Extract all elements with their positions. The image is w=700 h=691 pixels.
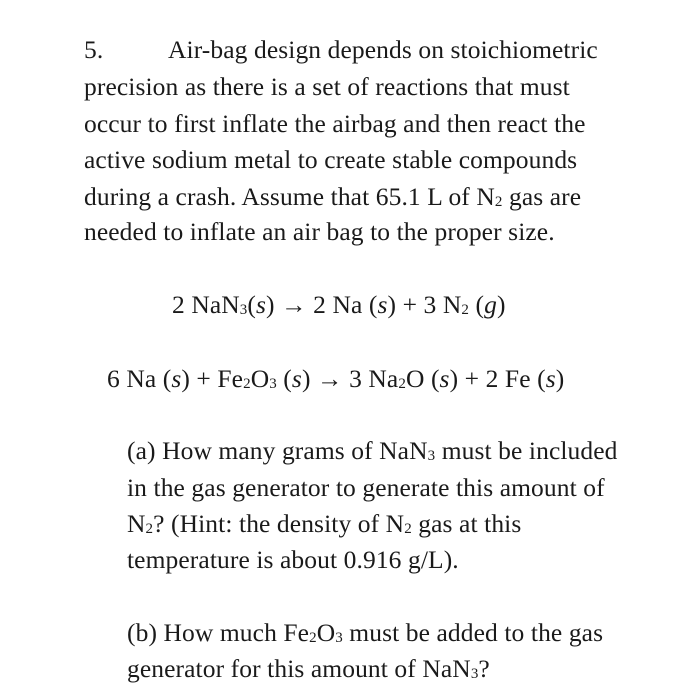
intro-line-2: precision as there is a set of reactions that must: [84, 72, 570, 101]
part-a-line-2: in the gas generator to generate this amount of: [127, 473, 605, 502]
question-number: 5.: [84, 35, 104, 64]
intro-line-3: occur to first inflate the airbag and then react the: [84, 109, 586, 138]
part-a-line-3: N2? (Hint: the density of N2 gas at this: [127, 509, 522, 538]
equation-1: 2 NaN3(s) → 2 Na (s) + 3 N2 (g): [172, 290, 506, 319]
part-b-line-2: generator for this amount of NaN3?: [127, 654, 490, 683]
intro-line-6: needed to inflate an air bag to the proper size.: [84, 217, 555, 246]
part-a-line-4: temperature is about 0.916 g/L).: [127, 545, 459, 574]
intro-line-1: 5. Air-bag design depends on stoichiometric: [84, 32, 598, 68]
part-a-line-1: (a) How many grams of NaN3 must be included: [127, 436, 618, 465]
part-b-line-1: (b) How much Fe2O3 must be added to the gas: [127, 618, 604, 647]
equation-2: 6 Na (s) + Fe2O3 (s) → 3 Na2O (s) + 2 Fe (s): [107, 364, 565, 393]
intro-line-5: during a crash. Assume that 65.1 L of N2 gas are: [84, 182, 582, 211]
intro-line-4: active sodium metal to create stable compounds: [84, 145, 578, 174]
